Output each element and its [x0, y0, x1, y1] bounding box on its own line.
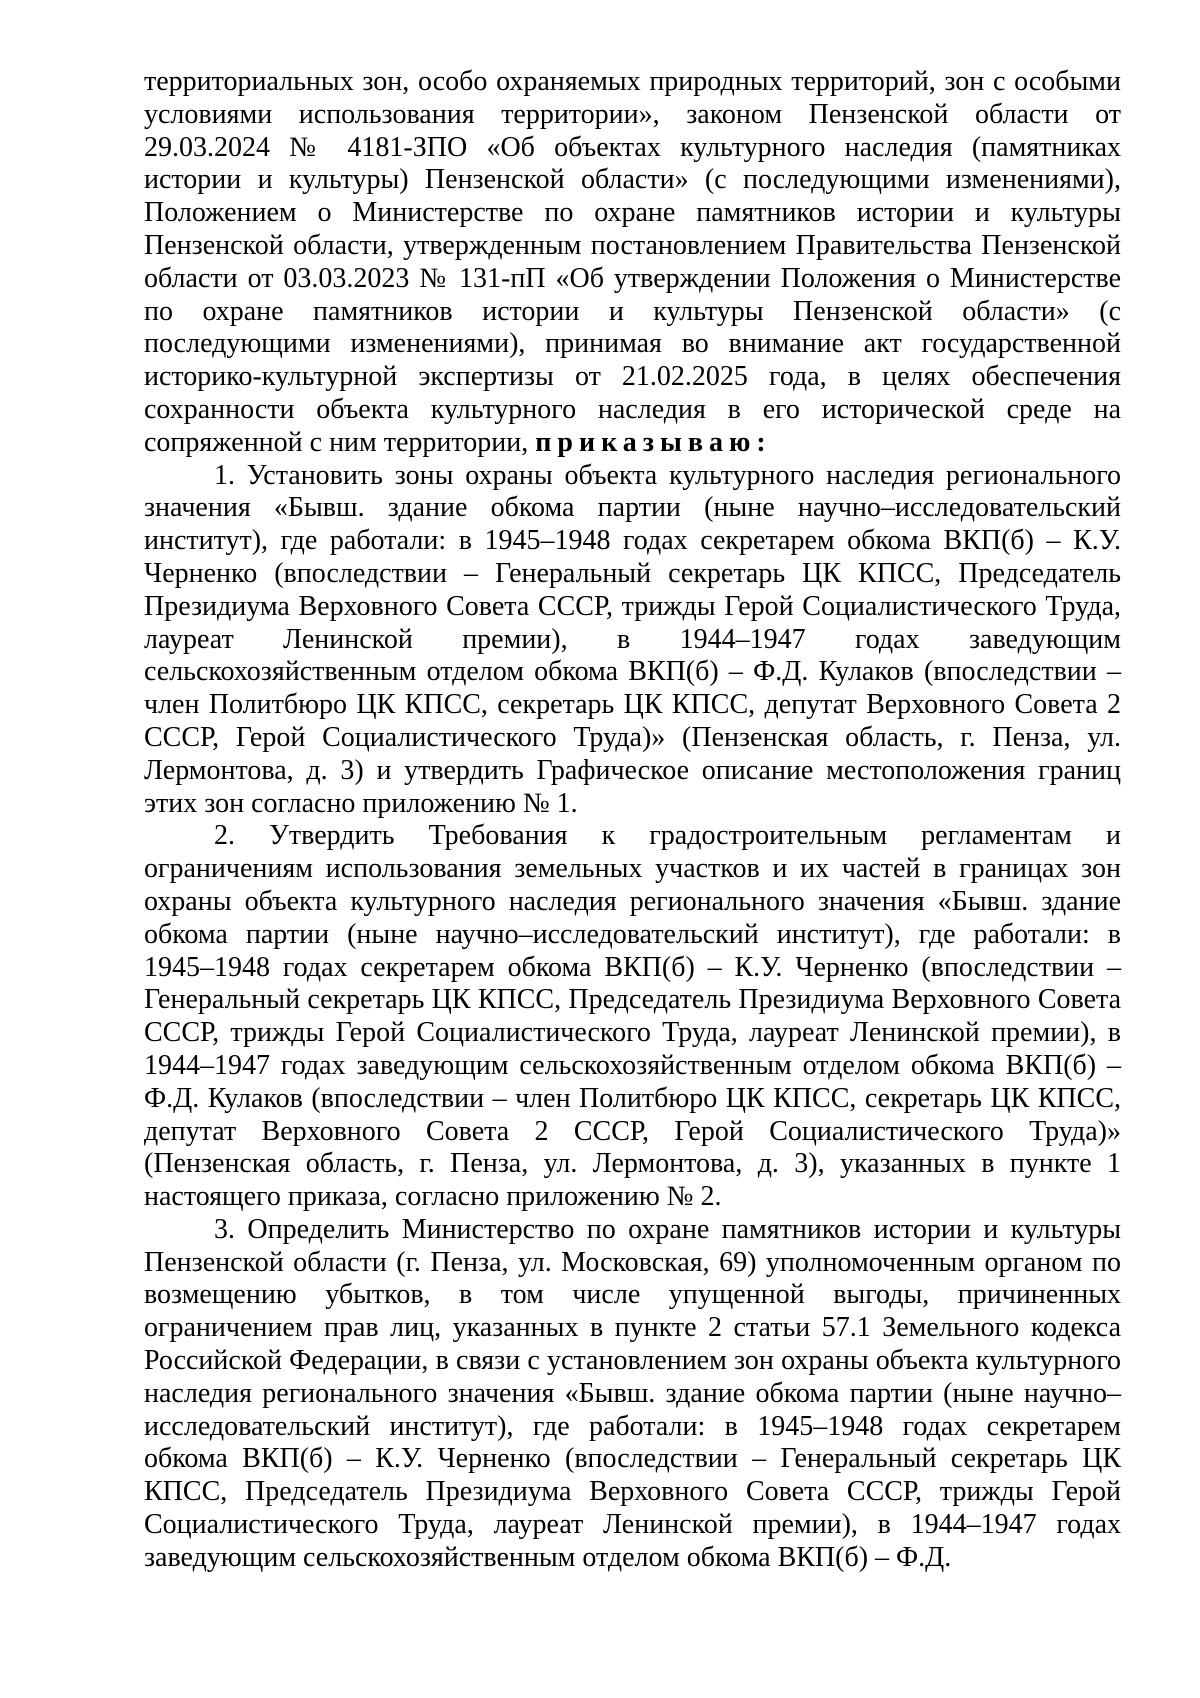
- item-paragraph-2: 2. Утвердить Требования к градостроительным регламентам и ограничениям использования земельных участков и их частей в границах зон охраны объекта культурного наследия регионального значения «Бывш. здание обкома партии (ныне научно–исследовательский институт), где работали: в 1945–1948 годах секретарем обкома ВКП(б) – К.У. Черненко (впоследствии – Генеральный секретарь ЦК КПСС, Председатель Президиума Верховного Совета СССР, трижды Герой Социалистического Труда, лауреат Ленинской премии), в 1944–1947 годах заведующим сельскохозяйственным отделом обкома ВКП(б) – Ф.Д. Кулаков (впоследствии – член Политбюро ЦК КПСС, секретарь ЦК КПСС, депутат Верховного Совета 2 СССР, Герой Социалистического Труда)» (Пензенская область, г. Пенза, ул. Лермонтова, д. 3), указанных в пункте 1 настоящего приказа, согласно приложению № 2.: [144, 820, 1121, 1213]
- intro-paragraph: [144, 66, 1121, 460]
- order-word: приказываю:: [535, 426, 772, 458]
- item-paragraph-1: 1. Установить зоны охраны объекта культурного наследия регионального значения «Бывш. здание обкома партии (ныне научно–исследовательский институт), где работали: в 1945–1948 годах секретарем обкома ВКП(б) – К.У. Черненко (впоследствии – Генеральный секретарь ЦК КПСС, Председатель Президиума Верховного Совета СССР, трижды Герой Социалистического Труда, лауреат Ленинской премии), в 1944–1947 годах заведующим сельскохозяйственным отделом обкома ВКП(б) – Ф.Д. Кулаков (впоследствии – член Политбюро ЦК КПСС, секретарь ЦК КПСС, депутат Верховного Совета 2 СССР, Герой Социалистического Труда)» (Пензенская область, г. Пенза, ул. Лермонтова, д. 3) и утвердить Графическое описание местоположения границ этих зон согласно приложению № 1.: [144, 459, 1121, 819]
- document-page: [144, 66, 1121, 1575]
- intro-text: территориальных зон, особо охраняемых природных территорий, зон с особыми условиями использования территории», законом Пензенской области от 29.03.2024 № 4181-ЗПО «Об объектах культурного наследия (памятниках истории и культуры) Пензенской области» (с последующими изменениями), Положением о Министерстве по охране памятников истории и культуры Пензенской области, утвержденным постановлением Правительства Пензенской области от 03.03.2023 № 131-пП «Об утверждении Положения о Министерстве по охране памятников истории и культуры Пензенской области» (с последующими изменениями), принимая во внимание акт государственной историко-культурной экспертизы от 21.02.2025 года, в целях обеспечения сохранности объекта культурного наследия в его исторической среде на сопряженной с ним территории,: [144, 66, 1121, 458]
- item-paragraph-3: 3. Определить Министерство по охране памятников истории и культуры Пензенской области (г. Пенза, ул. Московская, 69) уполномоченным органом по возмещению убытков, в том числе упущенной выгоды, причиненных ограничением прав лиц, указанных в пункте 2 статьи 57.1 Земельного кодекса Российской Федерации, в связи с установлением зон охраны объекта культурного наследия регионального значения «Бывш. здание обкома партии (ныне научно–исследовательский институт), где работали: в 1945–1948 годах секретарем обкома ВКП(б) – К.У. Черненко (впоследствии – Генеральный секретарь ЦК КПСС, Председатель Президиума Верховного Совета СССР, трижды Герой Социалистического Труда, лауреат Ленинской премии), в 1944–1947 годах заведующим сельскохозяйственным отделом обкома ВКП(б) – Ф.Д.: [144, 1213, 1121, 1573]
